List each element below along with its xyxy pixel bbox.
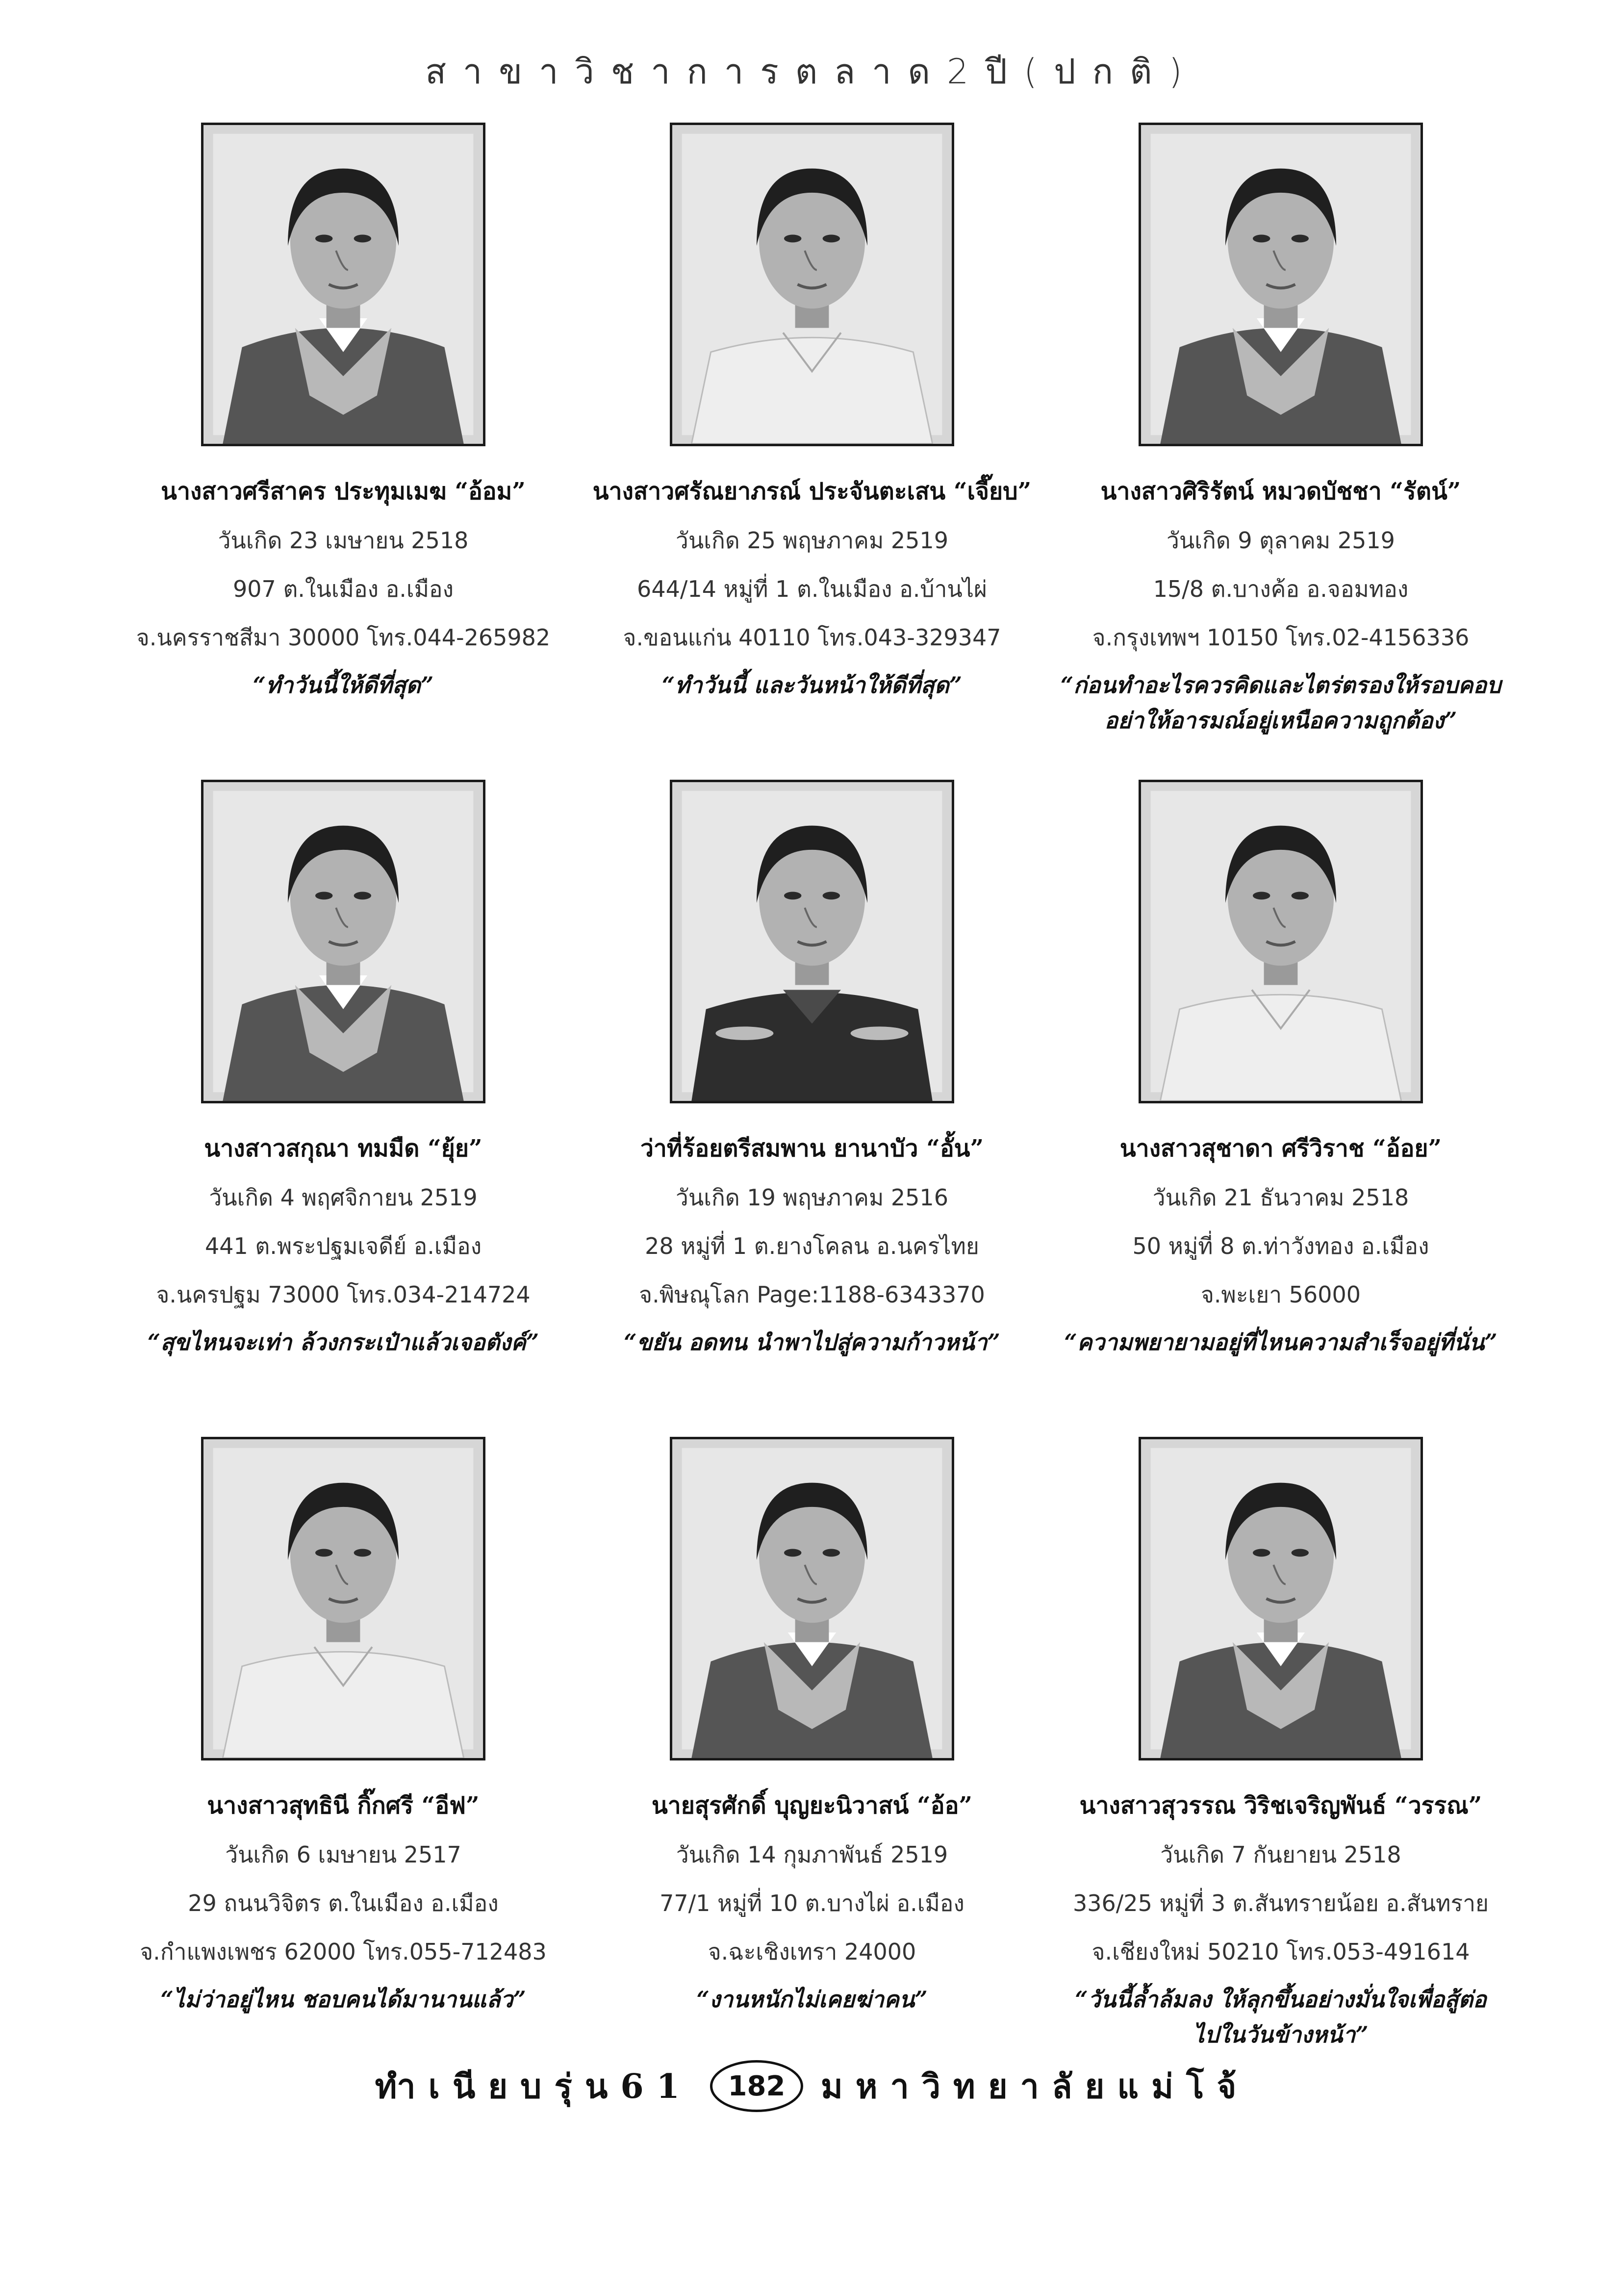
profile-entry xyxy=(98,123,588,703)
profile-quote: “ไม่ว่าอยู่ไหน ชอบคนได้มานานแล้ว” xyxy=(160,1986,526,2013)
portrait-photo xyxy=(1139,123,1423,446)
province-phone: จ.กรุงเทพฯ 10150 โทร.02-4156336 xyxy=(1092,624,1470,651)
birth-date: วันเกิด 25 พฤษภาคม 2519 xyxy=(676,527,948,554)
birth-date: วันเกิด 21 ธันวาคม 2518 xyxy=(1152,1184,1409,1211)
profile-quote: “สุขไหนจะเท่า ล้วงกระเป๋าแล้วเจอตังค์” xyxy=(147,1329,539,1355)
province-phone: จ.กำแพงเพชร 62000 โทร.055-712483 xyxy=(140,1938,547,1965)
profile-quote: “ทำวันนี้ และวันหน้าให้ดีที่สุด” xyxy=(661,672,963,698)
address-line: 336/25 หมู่ที่ 3 ต.สันทรายน้อย อ.สันทราย xyxy=(1073,1890,1489,1916)
province-phone: จ.เชียงใหม่ 50210 โทร.053-491614 xyxy=(1091,1938,1470,1965)
profile-quote: “ขยัน อดทน นำพาไปสู่ความก้าวหน้า” xyxy=(624,1329,1000,1355)
address-line: 441 ต.พระปฐมเจดีย์ อ.เมือง xyxy=(204,1233,482,1259)
profile-quote: “ก่อนทำอะไรควรคิดและไตร่ตรองให้รอบคอบ อย่าให้อารมณ์อยู่เหนือความถูกต้อง” xyxy=(1060,672,1501,734)
profile-entry xyxy=(98,1437,588,2017)
profile-quote: “ความพยายามอยู่ที่ไหนความสำเร็จอยู่ที่นั่น” xyxy=(1064,1329,1497,1355)
page-title: สาขาวิชาการตลาด2ปี(ปกติ) xyxy=(425,51,1199,92)
profile-entry xyxy=(567,123,1057,703)
address-line: 15/8 ต.บางค้อ อ.จอมทอง xyxy=(1153,576,1409,602)
address-line: 77/1 หมู่ที่ 10 ต.บางไผ่ อ.เมือง xyxy=(660,1890,964,1916)
profile-name: ว่าที่ร้อยตรีสมพาน ยานาบัว “อั้น” xyxy=(640,1135,984,1162)
address-line: 29 ถนนวิจิตร ต.ในเมือง อ.เมือง xyxy=(188,1890,499,1916)
birth-date: วันเกิด 6 เมษายน 2517 xyxy=(225,1841,461,1868)
province-phone: จ.นครราชสีมา 30000 โทร.044-265982 xyxy=(136,624,551,651)
profile-quote: “ทำวันนี้ให้ดีที่สุด” xyxy=(253,672,434,698)
profile-entry xyxy=(1036,123,1526,738)
province-phone: จ.พิษณุโลก Page:1188-6343370 xyxy=(639,1281,985,1308)
profile-entry xyxy=(98,780,588,1360)
footer-yearbook-label: ทำเนียบรุ่น61 xyxy=(375,2067,692,2106)
portrait-photo xyxy=(1139,1437,1423,1760)
portrait-photo xyxy=(1139,780,1423,1103)
profile-name: นางสาวสุทธินี กิ๊กศรี “อีฟ” xyxy=(207,1792,480,1819)
footer xyxy=(0,2060,1624,2113)
portrait-photo xyxy=(201,123,485,446)
province-phone: จ.นครปฐม 73000 โทร.034-214724 xyxy=(156,1281,531,1308)
profile-name: นางสาวสกุณา ทมมืด “ยุ้ย” xyxy=(204,1135,482,1162)
profile-quote: “วันนี้ล้ำล้มลง ให้ลุกขึ้นอย่างมั่นใจเพื่อสู้ต่อ ไปในวันข้างหน้า” xyxy=(1075,1986,1487,2048)
portrait-photo xyxy=(201,780,485,1103)
profile-entry xyxy=(1036,1437,1526,2052)
birth-date: วันเกิด 9 ตุลาคม 2519 xyxy=(1167,527,1395,554)
province-phone: จ.ฉะเชิงเทรา 24000 xyxy=(708,1938,916,1965)
profile-entry xyxy=(567,780,1057,1360)
profile-entry xyxy=(567,1437,1057,2017)
profile-name: นางสาวศรัณยาภรณ์ ประจันตะเสน “เจี๊ยบ” xyxy=(592,478,1032,505)
profile-entry xyxy=(1036,780,1526,1360)
address-line: 28 หมู่ที่ 1 ต.ยางโคลน อ.นครไทย xyxy=(645,1233,979,1259)
profile-name: นางสาวสุชาดา ศรีวิราช “อ้อย” xyxy=(1119,1135,1442,1162)
address-line: 50 หมู่ที่ 8 ต.ท่าวังทอง อ.เมือง xyxy=(1132,1233,1429,1259)
address-line: 907 ต.ในเมือง อ.เมือง xyxy=(233,576,454,602)
birth-date: วันเกิด 23 เมษายน 2518 xyxy=(218,527,469,554)
footer-university-label: มหาวิทยาลัยแม่โจ้ xyxy=(820,2067,1249,2106)
birth-date: วันเกิด 19 พฤษภาคม 2516 xyxy=(676,1184,948,1211)
province-phone: จ.พะเยา 56000 xyxy=(1200,1281,1361,1308)
portrait-photo xyxy=(201,1437,485,1760)
birth-date: วันเกิด 14 กุมภาพันธ์ 2519 xyxy=(676,1841,948,1868)
portrait-photo xyxy=(670,1437,954,1760)
profile-name: นางสาวศรีสาคร ประทุมเมฆ “อ้อม” xyxy=(161,478,526,505)
profile-quote: “งานหนักไม่เคยฆ่าคน” xyxy=(696,1986,928,2013)
portrait-photo xyxy=(670,123,954,446)
birth-date: วันเกิด 4 พฤศจิกายน 2519 xyxy=(209,1184,478,1211)
province-phone: จ.ขอนแก่น 40110 โทร.043-329347 xyxy=(623,624,1001,651)
address-line: 644/14 หมู่ที่ 1 ต.ในเมือง อ.บ้านไผ่ xyxy=(637,576,987,602)
profile-name: นายสุรศักดิ์ บุญยะนิวาสน์ “อ้อ” xyxy=(651,1792,973,1819)
birth-date: วันเกิด 7 กันยายน 2518 xyxy=(1160,1841,1401,1868)
profile-name: นางสาวสุวรรณ วิริชเจริญพันธ์ “วรรณ” xyxy=(1079,1792,1482,1819)
page-number: 182 xyxy=(710,2060,803,2112)
profile-name: นางสาวศิริรัตน์ หมวดบัชชา “รัตน์” xyxy=(1100,478,1461,505)
portrait-photo xyxy=(670,780,954,1103)
